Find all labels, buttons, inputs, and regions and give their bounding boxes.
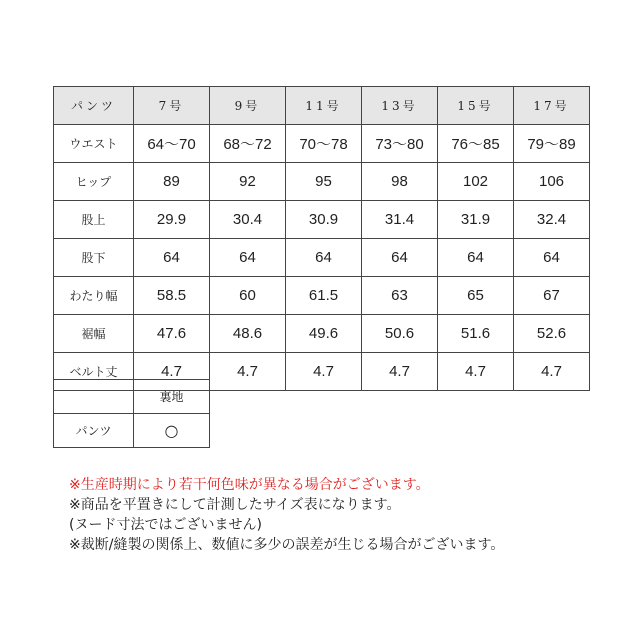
- table-row: [54, 239, 590, 277]
- value-cell: 63: [362, 277, 438, 315]
- value-cell: 32.4: [514, 201, 590, 239]
- value-cell: 79〜89: [514, 125, 590, 163]
- value-cell: 73〜80: [362, 125, 438, 163]
- value-cell: 51.6: [438, 315, 514, 353]
- row-label: 股下: [54, 239, 134, 277]
- header-cell-size: 9号: [210, 87, 286, 125]
- value-cell: 48.6: [210, 315, 286, 353]
- value-cell: 65: [438, 277, 514, 315]
- header-cell-size: 7号: [134, 87, 210, 125]
- value-cell: 58.5: [134, 277, 210, 315]
- table-row: [54, 277, 590, 315]
- note-not-nude-size: (ヌード寸法ではございません): [69, 517, 262, 533]
- value-cell: 64: [362, 239, 438, 277]
- note-measurement-error: ※裁断/縫製の関係上、数値に多少の誤差が生じる場合がございます。: [69, 537, 505, 553]
- value-cell: 30.9: [286, 201, 362, 239]
- value-cell: 49.6: [286, 315, 362, 353]
- size-table: [53, 86, 590, 391]
- header-cell-size: 11号: [286, 87, 362, 125]
- value-cell: 4.7: [210, 353, 286, 391]
- value-cell: 95: [286, 163, 362, 201]
- value-cell: 76〜85: [438, 125, 514, 163]
- row-label: 股上: [54, 201, 134, 239]
- value-cell: 70〜78: [286, 125, 362, 163]
- value-cell: 67: [514, 277, 590, 315]
- header-cell-size: 17号: [514, 87, 590, 125]
- header-cell-size: 15号: [438, 87, 514, 125]
- lining-header-empty: [54, 380, 134, 414]
- value-cell: 4.7: [514, 353, 590, 391]
- value-cell: 98: [362, 163, 438, 201]
- header-cell-item: パンツ: [54, 87, 134, 125]
- value-cell: 31.9: [438, 201, 514, 239]
- lining-table: [53, 379, 210, 448]
- value-cell: 64: [286, 239, 362, 277]
- lining-header-label: 裏地: [134, 380, 210, 414]
- table-row: [54, 163, 590, 201]
- lining-row-label: パンツ: [54, 414, 134, 448]
- value-cell: 4.7: [286, 353, 362, 391]
- value-cell: 50.6: [362, 315, 438, 353]
- value-cell: 4.7: [438, 353, 514, 391]
- lining-row: [54, 414, 210, 448]
- table-row: [54, 125, 590, 163]
- value-cell: 64: [134, 239, 210, 277]
- value-cell: 52.6: [514, 315, 590, 353]
- row-label: ベルト丈: [54, 353, 134, 391]
- value-cell: 64: [438, 239, 514, 277]
- value-cell: 68〜72: [210, 125, 286, 163]
- value-cell: 30.4: [210, 201, 286, 239]
- table-row: [54, 315, 590, 353]
- value-cell: 106: [514, 163, 590, 201]
- value-cell: 60: [210, 277, 286, 315]
- header-cell-size: 13号: [362, 87, 438, 125]
- value-cell: 92: [210, 163, 286, 201]
- row-label: わたり幅: [54, 277, 134, 315]
- notes: [69, 475, 504, 555]
- value-cell: 102: [438, 163, 514, 201]
- value-cell: 89: [134, 163, 210, 201]
- value-cell: 64〜70: [134, 125, 210, 163]
- size-header-row: [54, 87, 590, 125]
- value-cell: 31.4: [362, 201, 438, 239]
- row-label: ウエスト: [54, 125, 134, 163]
- value-cell: 4.7: [134, 353, 210, 391]
- lining-header-row: [54, 380, 210, 414]
- table-row: [54, 201, 590, 239]
- value-cell: 4.7: [362, 353, 438, 391]
- lining-value: ○: [134, 414, 210, 448]
- note-color-variation: ※生産時期により若干何色味が異なる場合がございます。: [69, 477, 430, 493]
- row-label: ヒップ: [54, 163, 134, 201]
- row-label: 裾幅: [54, 315, 134, 353]
- value-cell: 47.6: [134, 315, 210, 353]
- value-cell: 61.5: [286, 277, 362, 315]
- value-cell: 64: [210, 239, 286, 277]
- value-cell: 64: [514, 239, 590, 277]
- value-cell: 29.9: [134, 201, 210, 239]
- note-flat-measurement: ※商品を平置きにして計測したサイズ表になります。: [69, 497, 401, 513]
